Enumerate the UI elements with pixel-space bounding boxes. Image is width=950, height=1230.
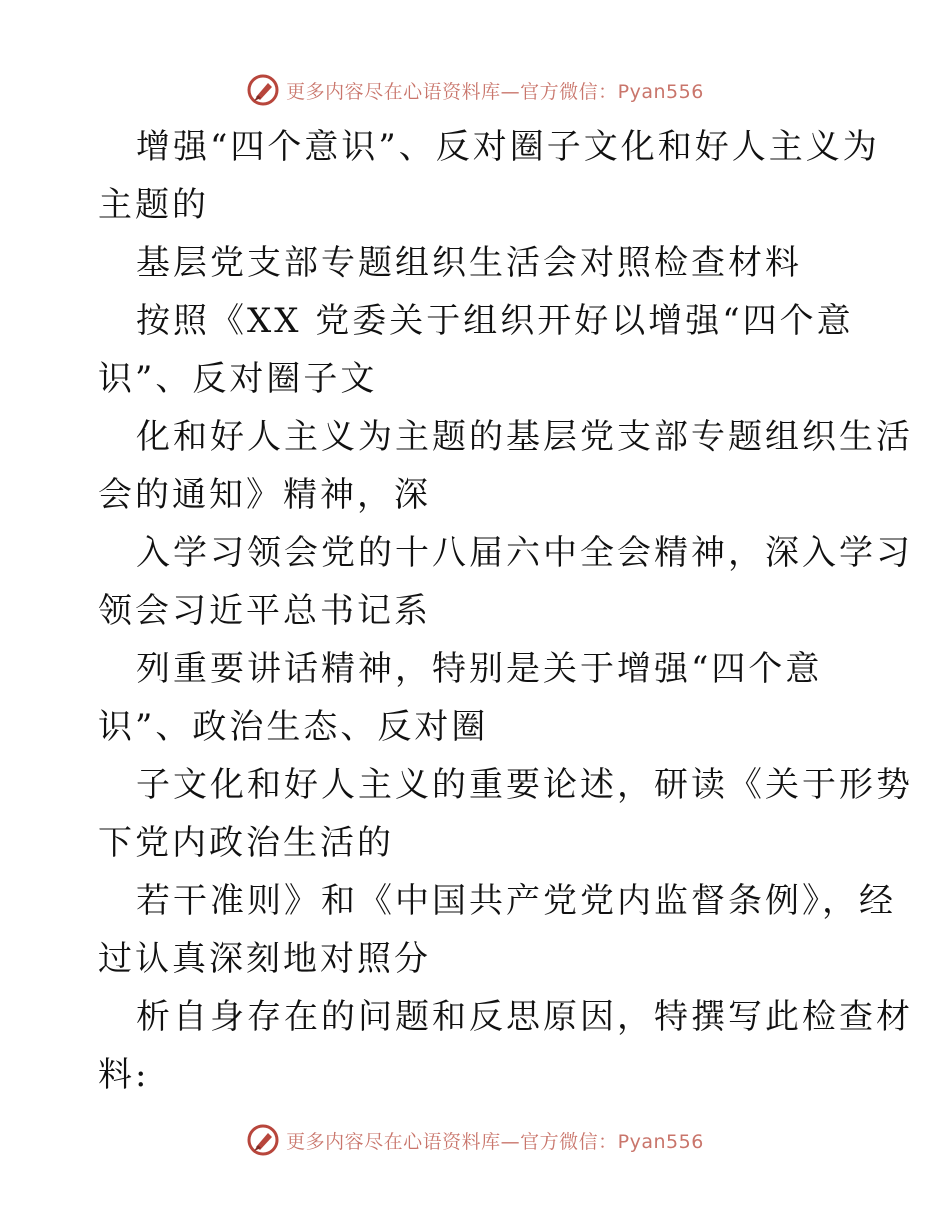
watermark-text: 更多内容尽在心语资料库—官方微信：Pyan556 — [286, 1130, 704, 1153]
pen-nib-logo-icon — [246, 73, 280, 107]
paragraph-line-continued: 领会习近平总书记系 — [98, 591, 431, 631]
watermark-text: 更多内容尽在心语资料库—官方微信：Pyan556 — [286, 80, 704, 103]
paragraph — [98, 988, 913, 1104]
paragraph-line-continued: 识”、政治生态、反对圈 — [98, 707, 489, 747]
document-body — [98, 118, 913, 1104]
paragraph-line: 子文化和好人主义的重要论述，研读《关于形势 — [136, 765, 913, 805]
paragraph-line: 增强“四个意识”、反对圈子文化和好人主义为 — [136, 127, 880, 167]
watermark-footer — [0, 1120, 950, 1160]
paragraph-line: 基层党支部专题组织生活会对照检查材料 — [136, 243, 802, 283]
paragraph-line-continued: 过认真深刻地对照分 — [98, 939, 431, 979]
paragraph — [98, 408, 913, 524]
paragraph — [98, 640, 858, 756]
pen-nib-logo-icon — [246, 1123, 280, 1157]
paragraph-line-continued: 识”、反对圈子文 — [98, 359, 378, 399]
paragraph — [98, 118, 880, 234]
paragraph-line: 入学习领会党的十八届六中全会精神，深入学习 — [136, 533, 913, 573]
paragraph — [98, 292, 858, 408]
paragraph-line: 按照《XX 党委关于组织开好以增强“四个意 — [136, 301, 854, 341]
paragraph — [98, 234, 858, 292]
paragraph-line-continued: 料: — [98, 1055, 150, 1095]
paragraph-line-continued: 下党内政治生活的 — [98, 823, 394, 863]
paragraph-line: 析自身存在的问题和反思原因，特撰写此检查材 — [136, 997, 913, 1037]
paragraph-line-continued: 主题的 — [98, 185, 209, 225]
paragraph — [98, 872, 896, 988]
paragraph — [98, 524, 913, 640]
watermark-header — [0, 70, 950, 110]
paragraph-line: 列重要讲话精神，特别是关于增强“四个意 — [136, 649, 823, 689]
paragraph-line-continued: 会的通知》精神，深 — [98, 475, 431, 515]
paragraph-line: 若干准则》和《中国共产党党内监督条例》，经 — [136, 881, 896, 921]
paragraph — [98, 756, 913, 872]
paragraph-line: 化和好人主义为主题的基层党支部专题组织生活 — [136, 417, 913, 457]
